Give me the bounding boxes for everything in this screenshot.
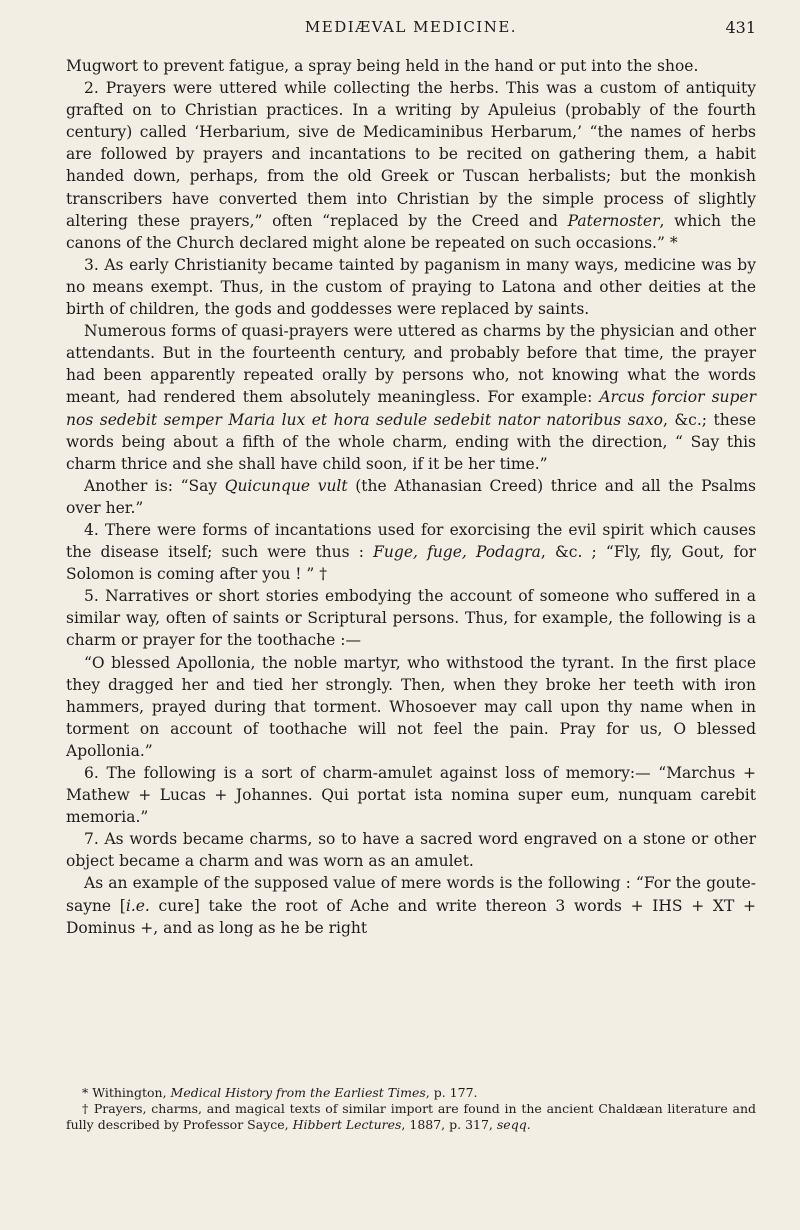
- italic-text: Medical History from the Earliest Times: [170, 1085, 426, 1100]
- italic-text: Fuge, fuge, Podagra: [373, 543, 541, 562]
- text-run: 6. The following is a sort of charm-amulet against loss of memory:— “Marchus + Mathew + Lucas + Johannes. Qui portat ista nomina super eum, nunquam carebit memoria.”: [66, 764, 756, 827]
- page-number: 431: [725, 18, 756, 37]
- italic-text: Quicunque vult: [224, 476, 348, 495]
- text-run: † Prayers, charms, and magical texts of similar import are found in the ancient Chaldæan literature and fully described by Professor Sayce,: [66, 1101, 756, 1132]
- paragraph: [66, 872, 756, 938]
- paragraph: [66, 55, 756, 77]
- text-run: , &c.; these words being about a fifth of the whole charm, ending with the direction, “ Say this charm thrice and she shall have child soon, if it be her time.”: [66, 410, 756, 473]
- text-run: , &c. ; “Fly, fly, Gout, for Solomon is coming after you ! ” †: [66, 543, 756, 584]
- italic-text: i.e.: [125, 896, 150, 915]
- text-run: “O blessed Apollonia, the noble martyr, who withstood the tyrant. In the first place they dragged her and tied her strongly. Then, when they broke her teeth with iron hammers, prayed during that torment. Whosoever may call upon thy name when in torment on account of toothache will not feel the pain. Pray for us, O blessed Apollonia.”: [66, 653, 756, 760]
- paragraph: [66, 475, 756, 519]
- italic-text: Hibbert Lectures: [292, 1117, 402, 1132]
- text-run: cure] take the root of Ache and write thereon 3 words + IHS + XT + Dominus +, and as long as he be right: [66, 896, 756, 937]
- paragraph: [66, 762, 756, 828]
- body-text: [66, 55, 756, 939]
- paragraph: [66, 320, 756, 475]
- text-run: 4. There were forms of incantations used for exorcising the evil spirit which causes the disease itself; such were thus :: [66, 520, 756, 562]
- italic-text: Arcus forcior super nos sedebit semper Maria lux et hora sedule sedebit nator natoribus saxo: [66, 388, 757, 429]
- text-run: , 1887, p. 317,: [401, 1117, 497, 1132]
- text-run: , p. 177.: [425, 1085, 478, 1100]
- italic-text: seqq.: [496, 1117, 531, 1132]
- paragraph: [66, 519, 756, 585]
- text-run: Numerous forms of quasi-prayers were uttered as charms by the physician and other attendants. But in the fourteenth century, and probably before that time, the prayer had been apparently repeated orally by persons who, not knowing what the words meant, had rendered them absolutely meaningless. For example:: [66, 322, 756, 407]
- footnotes: [66, 1085, 756, 1133]
- text-run: As an example of the supposed value of mere words is the following : “For the goute-sayne [: [66, 874, 756, 915]
- running-head: [66, 18, 756, 44]
- text-run: Another is: “Say: [84, 476, 225, 495]
- paragraph: [66, 652, 756, 762]
- text-run: 7. As words became charms, so to have a sacred word engraved on a stone or other object became a charm and was worn as an amulet.: [66, 830, 756, 871]
- paragraph: [66, 828, 756, 872]
- italic-text: Paternoster: [567, 211, 660, 230]
- text-run: , which the canons of the Church declared might alone be repeated on such occasions.” *: [66, 211, 756, 252]
- paragraph: [66, 254, 756, 320]
- text-run: Mugwort to prevent fatigue, a spray being held in the hand or put into the shoe.: [66, 57, 699, 75]
- text-run: (the Athanasian Creed) thrice and all the Psalms over her.”: [66, 476, 756, 517]
- paragraph: [66, 77, 756, 254]
- running-head-title: MEDIÆVAL MEDICINE.: [304, 18, 518, 36]
- paragraph: [66, 585, 756, 651]
- text-run: 2. Prayers were uttered while collecting the herbs. This was a custom of antiquity grafted on to Christian practices. In a writing by Apuleius (probably of the fourth century) called ‘Herbarium, sive de Medicaminibus Herbarum,’ “the names of herbs are followed by prayers and incantations to be recited on gathering them, a habit handed down, perhaps, from the old Greek or Tuscan herbalists; but the monkish transcribers have converted them into Christian by the simple process of slightly altering these prayers,” often “replaced by the Creed and: [66, 79, 756, 230]
- text-run: 3. As early Christianity became tainted by paganism in many ways, medicine was by no means exempt. Thus, in the custom of praying to Latona and other deities at the birth of children, the gods and goddesses were replaced by saints.: [66, 255, 756, 319]
- footnote: [66, 1085, 756, 1101]
- text-run: * Withington,: [82, 1085, 171, 1100]
- footnote: [66, 1101, 756, 1133]
- text-run: 5. Narratives or short stories embodying the account of someone who suffered in a similar way, often of saints or Scriptural persons. Thus, for example, the following is a charm or prayer for the toothache :—: [66, 587, 756, 650]
